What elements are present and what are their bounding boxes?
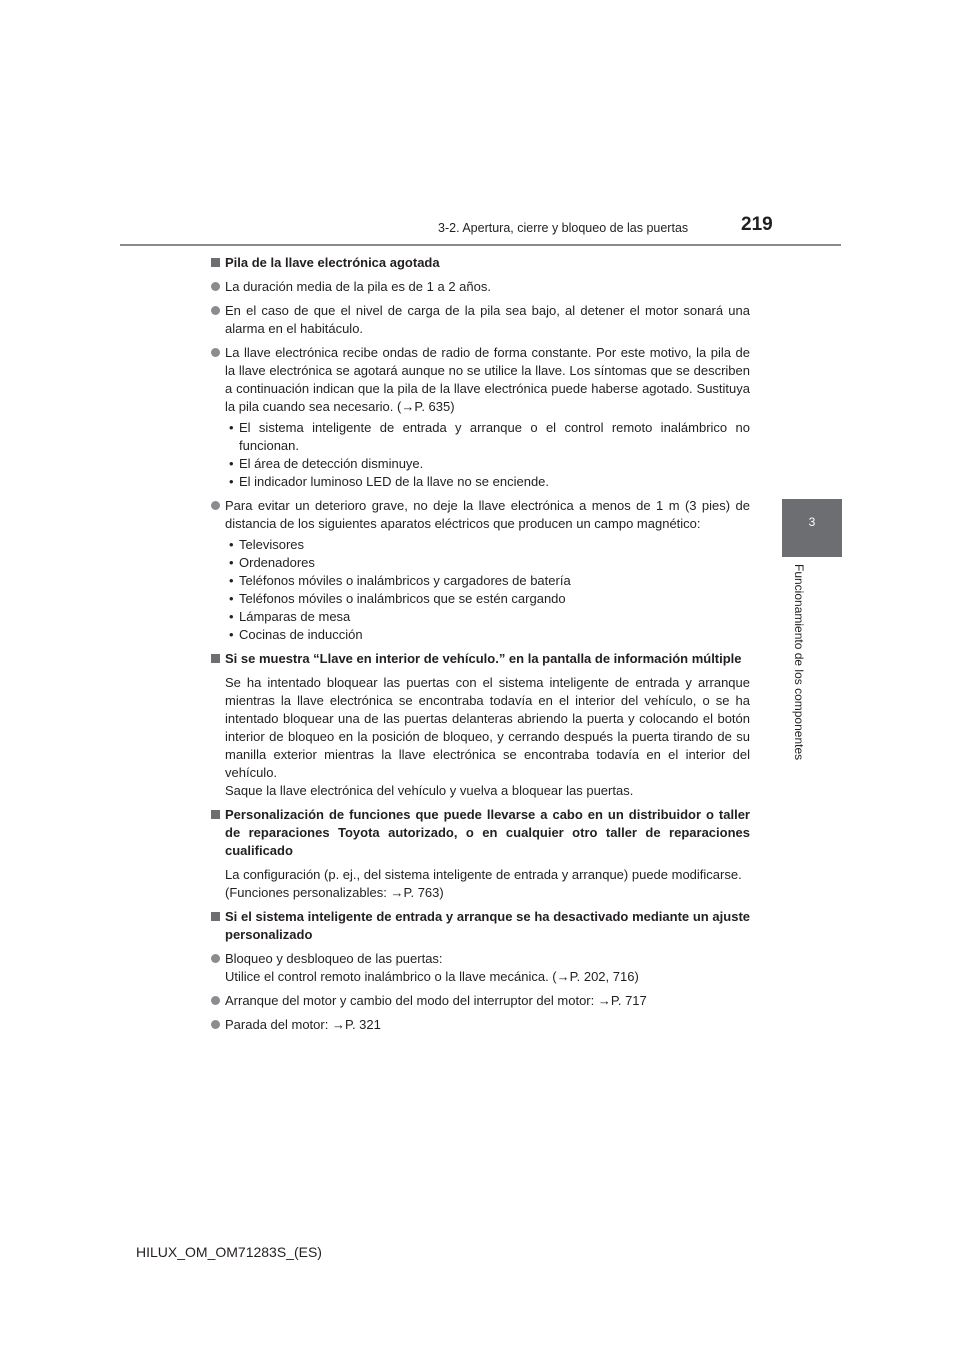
bullet-item: Bloqueo y desbloqueo de las puertas: Utilice el control remoto inalámbrico o la llave mecánica. (→P. 202, 716) [210,950,750,986]
circle-bullet-icon [211,348,220,357]
list-item: • El área de detección disminuye. [229,456,424,471]
list-item: • El sistema inteligente de entrada y arranque o el control remoto inalámbrico no funcionan. [229,420,750,453]
page-number: 219 [741,214,773,235]
list-item: • Teléfonos móviles o inalámbricos y cargadores de batería [229,573,571,588]
appliance-list [210,536,750,644]
list-item: • Lámparas de mesa [229,609,351,624]
section-heading: Si se muestra “Llave en interior de vehículo.” en la pantalla de información múltiple [210,650,750,668]
bullet-item: Arranque del motor y cambio del modo del interruptor del motor: →P. 717 [210,992,750,1010]
circle-bullet-icon [211,954,220,963]
square-bullet-icon [211,258,220,267]
section-heading: Pila de la llave electrónica agotada [210,254,750,272]
list-item: • Cocinas de inducción [229,627,363,642]
paragraph: La configuración (p. ej., del sistema inteligente de entrada y arranque) puede modificarse. (Funciones personalizables: →P. 763) [225,867,742,900]
circle-bullet-icon [211,282,220,291]
list-item: • Ordenadores [229,555,315,570]
header-divider [120,244,841,246]
list-item: • Teléfonos móviles o inalámbricos que se estén cargando [229,591,566,606]
square-bullet-icon [211,810,220,819]
chapter-tab [782,499,842,557]
running-header: 3-2. Apertura, cierre y bloqueo de las puertas [438,221,689,235]
chapter-label-container [792,564,816,784]
bullet-item: Para evitar un deterioro grave, no deje la llave electrónica a menos de 1 m (3 pies) de distancia de los siguientes aparatos eléctricos que producen un campo magnético: [210,497,750,533]
bullet-item: La duración media de la pila es de 1 a 2 años. [210,278,750,296]
chapter-label: Funcionamiento de los componentes [792,564,806,761]
paragraph: Se ha intentado bloquear las puertas con el sistema inteligente de entrada y arranque mientras la llave electrónica se encontraba todavía en el interior del vehículo, o se ha intentado bloquear una de las puertas delanteras abriendo la puerta y colocando el botón interior de bloqueo en la posición de bloqueo, y cerrando después la puerta tirando de su manilla exterior mientras la llave electrónica se encontraba todavía en el interior del vehículo. Saque la llave electrónica del vehículo y vuelva a bloquear las puertas. [225,675,750,798]
bullet-item: En el caso de que el nivel de carga de la pila sea bajo, al detener el motor sonará una alarma en el habitáculo. [210,302,750,338]
symptom-list [210,419,750,491]
chapter-number: 3 [808,515,816,529]
bullet-item: Parada del motor: →P. 321 [210,1016,750,1034]
document-code: HILUX_OM_OM71283S_(ES) [136,1244,322,1260]
section-heading: Personalización de funciones que puede llevarse a cabo en un distribuidor o taller de reparaciones Toyota autorizado, o en cualquier otro taller de reparaciones cualificado [210,806,750,860]
circle-bullet-icon [211,996,220,1005]
circle-bullet-icon [211,501,220,510]
list-item: • Televisores [229,537,305,552]
square-bullet-icon [211,912,220,921]
page-content [210,254,750,1040]
circle-bullet-icon [211,1020,220,1029]
section-heading: Si el sistema inteligente de entrada y arranque se ha desactivado mediante un ajuste personalizado [210,908,750,944]
list-item: • El indicador luminoso LED de la llave no se enciende. [229,474,550,489]
bullet-item: La llave electrónica recibe ondas de radio de forma constante. Por este motivo, la pila de la llave electrónica se agotará aunque no se utilice la llave. Los síntomas que se describen a continuación indican que la pila de la llave electrónica puede haberse agotado. Sustituya la pila cuando sea necesario. (→P. 635) [210,344,750,416]
square-bullet-icon [211,654,220,663]
circle-bullet-icon [211,306,220,315]
